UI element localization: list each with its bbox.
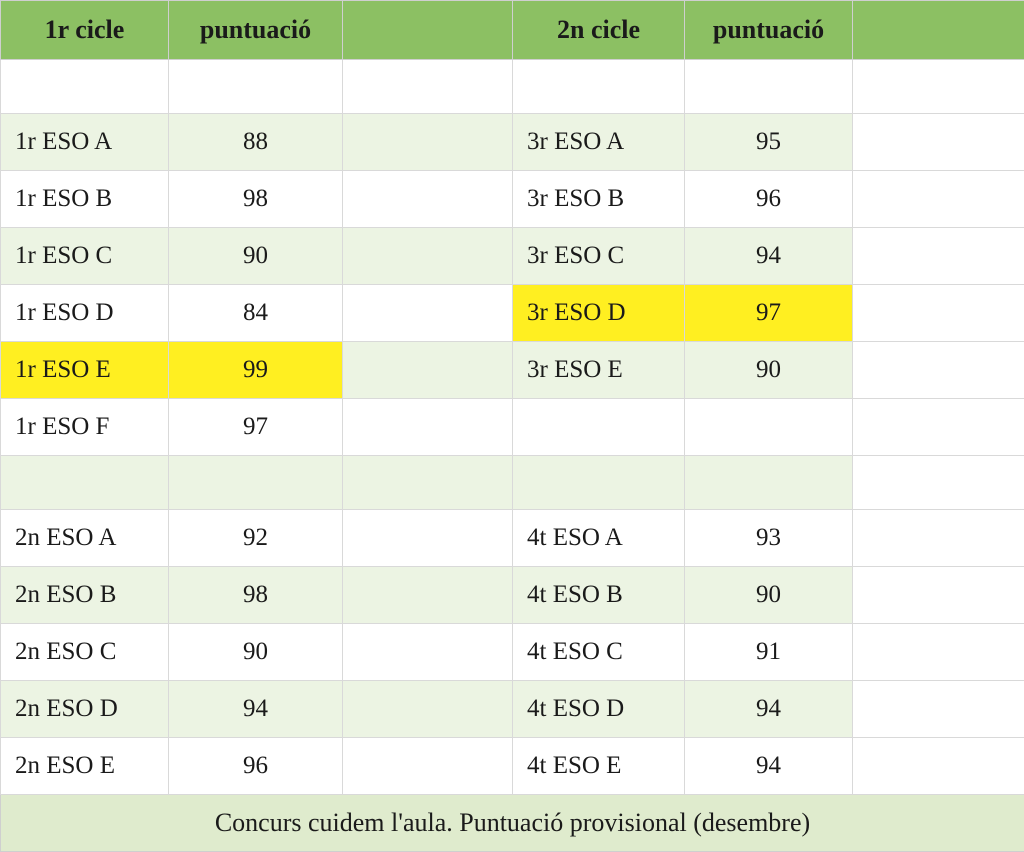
class-name-cell-cycle2: 4t ESO E (513, 738, 685, 795)
empty-gap-cell (853, 399, 1024, 456)
score-cell-cycle2: 95 (685, 114, 853, 171)
class-name-cell-cycle1: 1r ESO A (1, 114, 169, 171)
class-name-cell-cycle2: 3r ESO C (513, 228, 685, 285)
table-header-row (1, 1, 1024, 60)
score-cell-cycle1: 99 (169, 342, 343, 399)
score-cell-cycle1: 92 (169, 510, 343, 567)
empty-gap-cell (853, 738, 1024, 795)
class-name-cell-cycle2: 4t ESO A (513, 510, 685, 567)
empty-gap-cell (853, 342, 1024, 399)
table-row (1, 342, 1024, 399)
class-name-cell-cycle1 (1, 456, 169, 510)
class-name-cell-cycle2: 3r ESO A (513, 114, 685, 171)
class-name-cell-cycle2 (513, 399, 685, 456)
class-name-cell-cycle2: 4t ESO B (513, 567, 685, 624)
class-name-cell-cycle1: 2n ESO B (1, 567, 169, 624)
empty-gap-cell (343, 171, 513, 228)
class-name-cell-cycle1: 2n ESO A (1, 510, 169, 567)
class-name-cell-cycle2: 3r ESO D (513, 285, 685, 342)
class-name-cell-cycle2: 3r ESO B (513, 171, 685, 228)
table-row (1, 171, 1024, 228)
empty-gap-cell (853, 285, 1024, 342)
class-name-cell-cycle1: 2n ESO E (1, 738, 169, 795)
score-cell-cycle2: 90 (685, 567, 853, 624)
score-cell-cycle2: 97 (685, 285, 853, 342)
table-spacer-row (1, 456, 1024, 510)
table-row (1, 114, 1024, 171)
empty-gap-cell (343, 342, 513, 399)
score-cell-cycle1: 84 (169, 285, 343, 342)
empty-gap-cell (343, 60, 513, 114)
empty-gap-cell (853, 681, 1024, 738)
empty-gap-cell (343, 567, 513, 624)
footer-row (1, 795, 1024, 852)
class-name-cell-cycle2: 4t ESO D (513, 681, 685, 738)
score-cell-cycle2 (685, 399, 853, 456)
class-name-cell-cycle1: 1r ESO D (1, 285, 169, 342)
table-row (1, 285, 1024, 342)
class-name-cell-cycle2: 3r ESO E (513, 342, 685, 399)
empty-gap-cell (343, 738, 513, 795)
table-spacer-row (1, 60, 1024, 114)
header-cell-score2: puntuació (685, 1, 853, 60)
header-cell-score1: puntuació (169, 1, 343, 60)
table-row (1, 567, 1024, 624)
score-cell-cycle2: 96 (685, 171, 853, 228)
score-cell-cycle2: 94 (685, 681, 853, 738)
empty-gap-cell (853, 456, 1024, 510)
empty-gap-cell (853, 567, 1024, 624)
score-cell-cycle2: 91 (685, 624, 853, 681)
table-row (1, 399, 1024, 456)
class-name-cell-cycle1: 1r ESO E (1, 342, 169, 399)
table-row (1, 510, 1024, 567)
score-cell-cycle2: 90 (685, 342, 853, 399)
score-cell-cycle2 (685, 60, 853, 114)
empty-gap-cell (853, 228, 1024, 285)
score-cell-cycle2: 94 (685, 738, 853, 795)
footer-caption: Concurs cuidem l'aula. Puntuació provisional (desembre) (1, 795, 1024, 852)
score-cell-cycle1: 94 (169, 681, 343, 738)
table-row (1, 624, 1024, 681)
class-name-cell-cycle2 (513, 60, 685, 114)
score-cell-cycle1 (169, 456, 343, 510)
score-cell-cycle1: 98 (169, 171, 343, 228)
table-row (1, 738, 1024, 795)
score-cell-cycle2 (685, 456, 853, 510)
class-name-cell-cycle2 (513, 456, 685, 510)
empty-gap-cell (343, 510, 513, 567)
class-name-cell-cycle1: 1r ESO B (1, 171, 169, 228)
score-cell-cycle1: 90 (169, 624, 343, 681)
class-name-cell-cycle1: 1r ESO F (1, 399, 169, 456)
class-name-cell-cycle1: 2n ESO D (1, 681, 169, 738)
empty-gap-cell (343, 624, 513, 681)
score-cell-cycle1: 96 (169, 738, 343, 795)
class-name-cell-cycle1: 1r ESO C (1, 228, 169, 285)
score-cell-cycle2: 93 (685, 510, 853, 567)
class-name-cell-cycle1 (1, 60, 169, 114)
header-cell-cycle1: 1r cicle (1, 1, 169, 60)
empty-gap-cell (853, 624, 1024, 681)
table-body (1, 1, 1024, 795)
empty-gap-cell (343, 681, 513, 738)
header-cell-cycle2: 2n cicle (513, 1, 685, 60)
empty-gap-cell (343, 228, 513, 285)
empty-gap-cell (853, 60, 1024, 114)
score-cell-cycle1: 98 (169, 567, 343, 624)
class-name-cell-cycle1: 2n ESO C (1, 624, 169, 681)
empty-gap-cell (343, 285, 513, 342)
score-cell-cycle1 (169, 60, 343, 114)
empty-gap-cell (853, 171, 1024, 228)
score-cell-cycle1: 97 (169, 399, 343, 456)
table-row (1, 228, 1024, 285)
header-cell-spacer1 (343, 1, 513, 60)
table-footer (1, 795, 1024, 852)
score-cell-cycle1: 90 (169, 228, 343, 285)
empty-gap-cell (853, 114, 1024, 171)
score-cell-cycle2: 94 (685, 228, 853, 285)
empty-gap-cell (853, 510, 1024, 567)
score-cell-cycle1: 88 (169, 114, 343, 171)
header-cell-spacer2 (853, 1, 1024, 60)
table-row (1, 681, 1024, 738)
empty-gap-cell (343, 456, 513, 510)
class-name-cell-cycle2: 4t ESO C (513, 624, 685, 681)
empty-gap-cell (343, 399, 513, 456)
empty-gap-cell (343, 114, 513, 171)
